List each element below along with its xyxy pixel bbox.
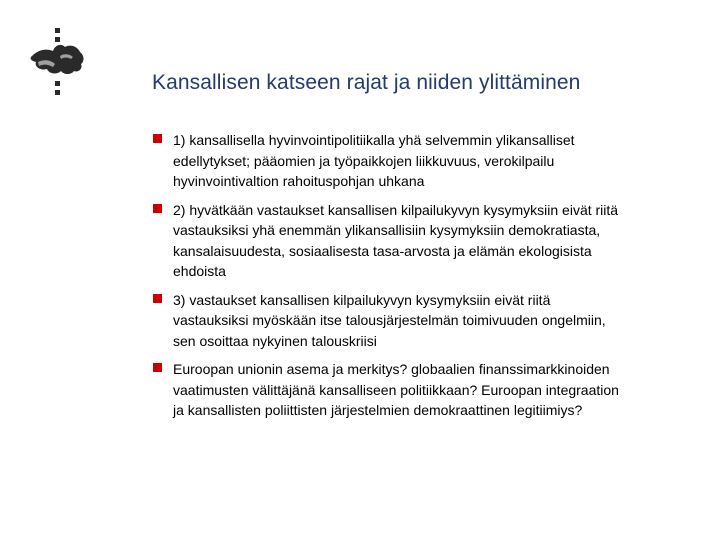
- bullet-square-icon: [153, 134, 162, 143]
- list-item: [153, 359, 698, 421]
- bullet-text: 3) vastaukset kansallisen kilpailukyvyn kysymyksiin eivät riitä vastauksiksi myöskään itse talousjärjestelmän toimivuuden ongelmiin, sen osoittaa nykyinen talouskriisi: [173, 291, 606, 349]
- bullet-square-icon: [153, 204, 162, 213]
- university-logo-icon: [24, 26, 88, 98]
- bullet-text: Euroopan unionin asema ja merkitys? globaalien finanssimarkkinoiden vaatimusten välittäjänä kansalliseen politiikkaan? Euroopan integraation ja kansallisten poliittisten järjestelmien demokraattinen legitiimiys?: [173, 361, 619, 418]
- list-item: [153, 200, 698, 282]
- list-item: [153, 130, 698, 192]
- slide-title: Kansallisen katseen rajat ja niiden ylittäminen: [152, 71, 581, 94]
- bullet-square-icon: [153, 294, 162, 303]
- bullet-square-icon: [153, 363, 162, 372]
- bullet-list: [153, 130, 698, 429]
- bullet-text: 2) hyvätkään vastaukset kansallisen kilpailukyvyn kysymyksiin eivät riitä vastauksiksi yhä enemmän ylikansallisiin kysymyksiin demokratiasta, kansalaisuudesta, sosiaalisesta tasa-arvosta ja elämän ekologisista ehdoista: [173, 201, 619, 279]
- list-item: [153, 290, 698, 352]
- bullet-text: 1) kansallisella hyvinvointipolitiikalla yhä selvemmin ylikansalliset edellytykset; pääomien ja työpaikkojen liikkuvuus, verokilpailu hyvinvointivaltion rahoituspohjan uhkana: [173, 132, 575, 189]
